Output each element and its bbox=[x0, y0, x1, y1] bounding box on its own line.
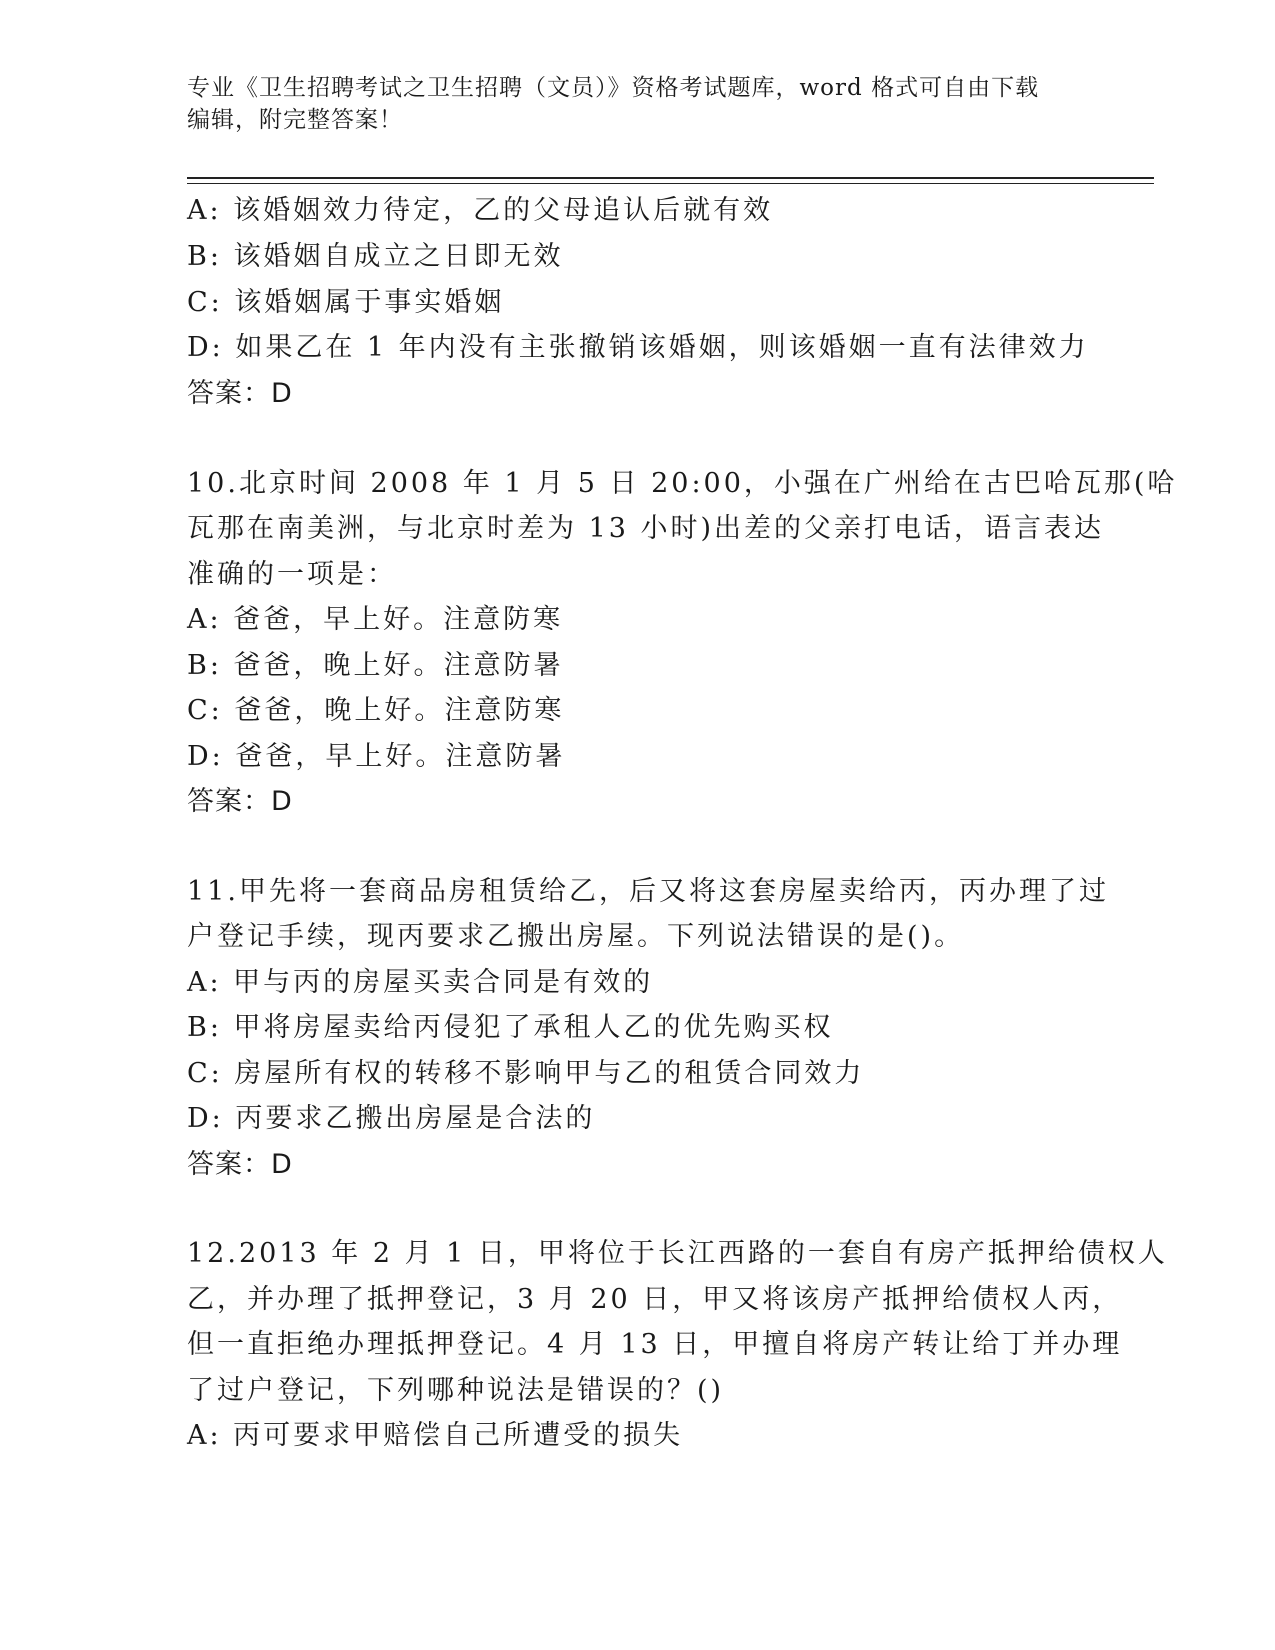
option-a: A: 爸爸，早上好。注意防寒 bbox=[187, 604, 564, 636]
question-block bbox=[187, 461, 1178, 825]
option-d: D: 如果乙在 1 年内没有主张撤销该婚姻，则该婚姻一直有法律效力 bbox=[187, 332, 1089, 364]
document-header bbox=[187, 72, 1087, 136]
answer-line: 答案：D bbox=[187, 1148, 293, 1180]
question-text-line: 10.北京时间 2008 年 1 月 5 日 20:00，小强在广州给在古巴哈瓦那(哈 bbox=[187, 467, 1178, 499]
question-block bbox=[187, 869, 1109, 1188]
block-spacer bbox=[187, 1187, 1087, 1231]
question-block bbox=[187, 188, 1087, 417]
option-d: D: 爸爸，早上好。注意防暑 bbox=[187, 740, 566, 772]
block-spacer bbox=[187, 825, 1087, 869]
question-text-line: 瓦那在南美洲，与北京时差为 13 小时)出差的父亲打电话，语言表达 bbox=[187, 513, 1105, 545]
question-text-line: 了过户登记，下列哪种说法是错误的？() bbox=[187, 1374, 725, 1406]
question-block bbox=[187, 1231, 1168, 1459]
question-text-line: 12.2013 年 2 月 1 日，甲将位于长江西路的一套自有房产抵押给债权人 bbox=[187, 1238, 1168, 1270]
question-text-line: 但一直拒绝办理抵押登记。4 月 13 日，甲擅自将房产转让给丁并办理 bbox=[187, 1329, 1123, 1361]
option-a: A: 甲与丙的房屋买卖合同是有效的 bbox=[187, 966, 654, 998]
question-text-line: 户登记手续，现丙要求乙搬出房屋。下列说法错误的是()。 bbox=[187, 921, 965, 953]
header-line-2: 编辑，附完整答案！ bbox=[187, 107, 403, 133]
option-c: C: 房屋所有权的转移不影响甲与乙的租赁合同效力 bbox=[187, 1057, 865, 1089]
header-line-1: 专业《卫生招聘考试之卫生招聘（文员）》资格考试题库，word 格式可自由下载 bbox=[187, 75, 1040, 101]
header-divider-thick bbox=[187, 177, 1154, 179]
option-c: C: 该婚姻属于事实婚姻 bbox=[187, 286, 505, 318]
option-b: B: 爸爸，晚上好。注意防暑 bbox=[187, 649, 564, 681]
answer-line: 答案：D bbox=[187, 786, 293, 818]
option-b: B: 该婚姻自成立之日即无效 bbox=[187, 240, 564, 272]
block-spacer bbox=[187, 417, 1087, 461]
question-text-line: 准确的一项是： bbox=[187, 558, 397, 590]
option-b: B: 甲将房屋卖给丙侵犯了承租人乙的优先购买权 bbox=[187, 1012, 834, 1044]
header-divider-thin bbox=[187, 183, 1154, 184]
document-body bbox=[187, 188, 1178, 1459]
answer-line: 答案：D bbox=[187, 378, 293, 410]
question-text-line: 乙，并办理了抵押登记，3 月 20 日，甲又将该房产抵押给债权人丙， bbox=[187, 1283, 1123, 1315]
option-a: A: 该婚姻效力待定，乙的父母追认后就有效 bbox=[187, 195, 774, 226]
option-a: A: 丙可要求甲赔偿自己所遭受的损失 bbox=[187, 1420, 684, 1452]
option-c: C: 爸爸，晚上好。注意防寒 bbox=[187, 695, 565, 727]
option-d: D: 丙要求乙搬出房屋是合法的 bbox=[187, 1103, 596, 1135]
question-text-line: 11.甲先将一套商品房租赁给乙，后又将这套房屋卖给丙，丙办理了过 bbox=[187, 875, 1109, 907]
